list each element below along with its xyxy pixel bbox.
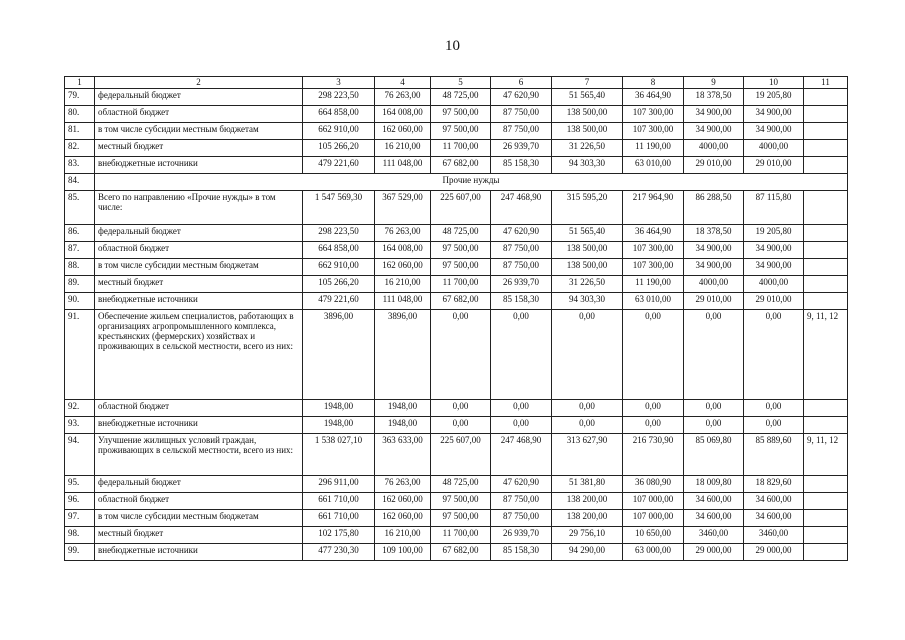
value-cell: 18 378,50	[684, 225, 744, 242]
row-number: 90.	[65, 293, 95, 310]
reference-cell	[804, 157, 848, 174]
reference-cell	[804, 276, 848, 293]
value-cell: 367 529,00	[375, 191, 431, 225]
table-row	[65, 417, 848, 434]
value-cell: 138 200,00	[552, 493, 623, 510]
table-row	[65, 89, 848, 106]
value-cell: 162 060,00	[375, 493, 431, 510]
value-cell: 29 010,00	[684, 293, 744, 310]
value-cell: 31 226,50	[552, 276, 623, 293]
value-cell: 76 263,00	[375, 476, 431, 493]
row-name: областной бюджет	[95, 493, 303, 510]
value-cell: 664 858,00	[303, 106, 375, 123]
value-cell: 4000,00	[744, 140, 804, 157]
value-cell: 26 939,70	[491, 527, 552, 544]
value-cell: 1948,00	[375, 400, 431, 417]
column-header: 6	[491, 77, 552, 89]
table-row	[65, 140, 848, 157]
value-cell: 225 607,00	[431, 191, 491, 225]
value-cell: 479 221,60	[303, 293, 375, 310]
value-cell: 51 565,40	[552, 225, 623, 242]
value-cell: 34 900,00	[684, 242, 744, 259]
table-row	[65, 191, 848, 225]
value-cell: 10 650,00	[623, 527, 684, 544]
table-row	[65, 544, 848, 561]
value-cell: 11 190,00	[623, 276, 684, 293]
value-cell: 63 010,00	[623, 157, 684, 174]
value-cell: 1 547 569,30	[303, 191, 375, 225]
value-cell: 76 263,00	[375, 89, 431, 106]
value-cell: 4000,00	[684, 276, 744, 293]
value-cell: 67 682,00	[431, 293, 491, 310]
value-cell: 107 300,00	[623, 123, 684, 140]
value-cell: 477 230,30	[303, 544, 375, 561]
value-cell: 217 964,90	[623, 191, 684, 225]
value-cell: 87 750,00	[491, 123, 552, 140]
value-cell: 1 538 027,10	[303, 434, 375, 476]
value-cell: 16 210,00	[375, 276, 431, 293]
value-cell: 0,00	[552, 417, 623, 434]
table-row	[65, 225, 848, 242]
value-cell: 19 205,80	[744, 89, 804, 106]
row-name: в том числе субсидии местным бюджетам	[95, 123, 303, 140]
table-row	[65, 242, 848, 259]
reference-cell	[804, 293, 848, 310]
column-header: 5	[431, 77, 491, 89]
value-cell: 48 725,00	[431, 476, 491, 493]
value-cell: 47 620,90	[491, 476, 552, 493]
value-cell: 51 381,80	[552, 476, 623, 493]
row-number: 86.	[65, 225, 95, 242]
value-cell: 247 468,90	[491, 434, 552, 476]
value-cell: 18 009,80	[684, 476, 744, 493]
row-number: 92.	[65, 400, 95, 417]
value-cell: 11 700,00	[431, 276, 491, 293]
header-row	[65, 77, 848, 89]
row-name: в том числе субсидии местным бюджетам	[95, 510, 303, 527]
value-cell: 107 300,00	[623, 259, 684, 276]
value-cell: 664 858,00	[303, 242, 375, 259]
value-cell: 0,00	[491, 310, 552, 400]
budget-table	[64, 76, 848, 561]
value-cell: 0,00	[623, 400, 684, 417]
table-row	[65, 276, 848, 293]
value-cell: 164 008,00	[375, 242, 431, 259]
value-cell: 298 223,50	[303, 225, 375, 242]
value-cell: 479 221,60	[303, 157, 375, 174]
row-name: внебюджетные источники	[95, 293, 303, 310]
value-cell: 111 048,00	[375, 157, 431, 174]
value-cell: 87 750,00	[491, 493, 552, 510]
value-cell: 26 939,70	[491, 140, 552, 157]
value-cell: 162 060,00	[375, 259, 431, 276]
value-cell: 4000,00	[684, 140, 744, 157]
value-cell: 105 266,20	[303, 276, 375, 293]
column-header: 7	[552, 77, 623, 89]
value-cell: 0,00	[684, 417, 744, 434]
value-cell: 11 190,00	[623, 140, 684, 157]
table-row	[65, 293, 848, 310]
reference-cell	[804, 106, 848, 123]
value-cell: 29 010,00	[744, 157, 804, 174]
row-number: 87.	[65, 242, 95, 259]
value-cell: 138 500,00	[552, 242, 623, 259]
value-cell: 0,00	[623, 310, 684, 400]
row-number: 79.	[65, 89, 95, 106]
section-title: Прочие нужды	[95, 174, 848, 191]
value-cell: 16 210,00	[375, 527, 431, 544]
reference-cell	[804, 123, 848, 140]
value-cell: 94 303,30	[552, 293, 623, 310]
row-name: местный бюджет	[95, 276, 303, 293]
table-row	[65, 123, 848, 140]
value-cell: 225 607,00	[431, 434, 491, 476]
value-cell: 29 000,00	[744, 544, 804, 561]
value-cell: 216 730,90	[623, 434, 684, 476]
value-cell: 247 468,90	[491, 191, 552, 225]
table-row	[65, 493, 848, 510]
row-name: федеральный бюджет	[95, 89, 303, 106]
reference-cell: 9, 11, 12	[804, 434, 848, 476]
reference-cell	[804, 527, 848, 544]
value-cell: 162 060,00	[375, 510, 431, 527]
row-name: областной бюджет	[95, 400, 303, 417]
value-cell: 3460,00	[744, 527, 804, 544]
table-row	[65, 527, 848, 544]
value-cell: 97 500,00	[431, 242, 491, 259]
row-number: 94.	[65, 434, 95, 476]
value-cell: 298 223,50	[303, 89, 375, 106]
value-cell: 18 829,60	[744, 476, 804, 493]
value-cell: 34 900,00	[684, 259, 744, 276]
row-number: 96.	[65, 493, 95, 510]
value-cell: 34 900,00	[744, 259, 804, 276]
row-name: в том числе субсидии местным бюджетам	[95, 259, 303, 276]
value-cell: 16 210,00	[375, 140, 431, 157]
value-cell: 105 266,20	[303, 140, 375, 157]
value-cell: 315 595,20	[552, 191, 623, 225]
value-cell: 0,00	[684, 310, 744, 400]
value-cell: 97 500,00	[431, 493, 491, 510]
reference-cell	[804, 544, 848, 561]
value-cell: 662 910,00	[303, 123, 375, 140]
value-cell: 0,00	[744, 400, 804, 417]
value-cell: 34 900,00	[744, 106, 804, 123]
table-row	[65, 510, 848, 527]
value-cell: 0,00	[684, 400, 744, 417]
row-name: внебюджетные источники	[95, 544, 303, 561]
value-cell: 138 500,00	[552, 259, 623, 276]
table-row	[65, 259, 848, 276]
value-cell: 87 750,00	[491, 106, 552, 123]
reference-cell	[804, 417, 848, 434]
table-row	[65, 106, 848, 123]
reference-cell	[804, 140, 848, 157]
value-cell: 11 700,00	[431, 527, 491, 544]
value-cell: 662 910,00	[303, 259, 375, 276]
row-name: областной бюджет	[95, 242, 303, 259]
table-row	[65, 400, 848, 417]
reference-cell	[804, 400, 848, 417]
row-name: федеральный бюджет	[95, 225, 303, 242]
value-cell: 26 939,70	[491, 276, 552, 293]
value-cell: 34 900,00	[684, 123, 744, 140]
row-number: 83.	[65, 157, 95, 174]
value-cell: 162 060,00	[375, 123, 431, 140]
value-cell: 87 750,00	[491, 510, 552, 527]
column-header: 1	[65, 77, 95, 89]
value-cell: 36 464,90	[623, 89, 684, 106]
row-number: 89.	[65, 276, 95, 293]
table-row	[65, 434, 848, 476]
value-cell: 85 158,30	[491, 544, 552, 561]
column-header: 8	[623, 77, 684, 89]
reference-cell	[804, 191, 848, 225]
row-name: местный бюджет	[95, 140, 303, 157]
value-cell: 107 300,00	[623, 106, 684, 123]
value-cell: 1948,00	[375, 417, 431, 434]
value-cell: 109 100,00	[375, 544, 431, 561]
row-number: 88.	[65, 259, 95, 276]
reference-cell	[804, 510, 848, 527]
value-cell: 661 710,00	[303, 493, 375, 510]
value-cell: 63 000,00	[623, 544, 684, 561]
value-cell: 0,00	[491, 400, 552, 417]
row-number: 80.	[65, 106, 95, 123]
reference-cell	[804, 242, 848, 259]
row-name: Всего по направлению «Прочие нужды» в том числе:	[95, 191, 303, 225]
value-cell: 47 620,90	[491, 89, 552, 106]
value-cell: 0,00	[491, 417, 552, 434]
value-cell: 97 500,00	[431, 123, 491, 140]
value-cell: 107 000,00	[623, 493, 684, 510]
value-cell: 86 288,50	[684, 191, 744, 225]
value-cell: 0,00	[552, 310, 623, 400]
value-cell: 94 290,00	[552, 544, 623, 561]
row-number: 95.	[65, 476, 95, 493]
value-cell: 67 682,00	[431, 157, 491, 174]
value-cell: 0,00	[744, 417, 804, 434]
value-cell: 97 500,00	[431, 106, 491, 123]
value-cell: 31 226,50	[552, 140, 623, 157]
table-row	[65, 310, 848, 400]
value-cell: 296 911,00	[303, 476, 375, 493]
row-name: внебюджетные источники	[95, 157, 303, 174]
value-cell: 36 080,90	[623, 476, 684, 493]
column-header: 11	[804, 77, 848, 89]
value-cell: 661 710,00	[303, 510, 375, 527]
value-cell: 87 115,80	[744, 191, 804, 225]
value-cell: 102 175,80	[303, 527, 375, 544]
value-cell: 48 725,00	[431, 225, 491, 242]
value-cell: 63 010,00	[623, 293, 684, 310]
value-cell: 97 500,00	[431, 510, 491, 527]
value-cell: 85 158,30	[491, 157, 552, 174]
value-cell: 138 500,00	[552, 106, 623, 123]
row-name: Улучшение жилищных условий граждан, проживающих в сельской местности, всего из них:	[95, 434, 303, 476]
value-cell: 29 010,00	[744, 293, 804, 310]
value-cell: 0,00	[431, 417, 491, 434]
reference-cell	[804, 476, 848, 493]
row-name: областной бюджет	[95, 106, 303, 123]
row-number: 81.	[65, 123, 95, 140]
value-cell: 0,00	[623, 417, 684, 434]
row-name: Обеспечение жильем специалистов, работающих в организациях агропромышленного комплекса, крестьянских (фермерских) хозяйствах и проживающих в сельской местности, всего из них:	[95, 310, 303, 400]
value-cell: 36 464,90	[623, 225, 684, 242]
reference-cell	[804, 493, 848, 510]
reference-cell	[804, 259, 848, 276]
value-cell: 97 500,00	[431, 259, 491, 276]
value-cell: 0,00	[744, 310, 804, 400]
table-row	[65, 157, 848, 174]
value-cell: 29 010,00	[684, 157, 744, 174]
reference-cell	[804, 89, 848, 106]
value-cell: 164 008,00	[375, 106, 431, 123]
value-cell: 3896,00	[303, 310, 375, 400]
value-cell: 138 200,00	[552, 510, 623, 527]
reference-cell	[804, 225, 848, 242]
value-cell: 3896,00	[375, 310, 431, 400]
value-cell: 85 889,60	[744, 434, 804, 476]
value-cell: 48 725,00	[431, 89, 491, 106]
value-cell: 85 158,30	[491, 293, 552, 310]
value-cell: 34 900,00	[744, 242, 804, 259]
value-cell: 111 048,00	[375, 293, 431, 310]
row-number: 82.	[65, 140, 95, 157]
value-cell: 363 633,00	[375, 434, 431, 476]
column-header: 10	[744, 77, 804, 89]
column-header: 4	[375, 77, 431, 89]
value-cell: 85 069,80	[684, 434, 744, 476]
value-cell: 107 000,00	[623, 510, 684, 527]
value-cell: 107 300,00	[623, 242, 684, 259]
value-cell: 138 500,00	[552, 123, 623, 140]
value-cell: 34 600,00	[684, 493, 744, 510]
column-header: 9	[684, 77, 744, 89]
reference-cell: 9, 11, 12	[804, 310, 848, 400]
value-cell: 34 900,00	[744, 123, 804, 140]
value-cell: 47 620,90	[491, 225, 552, 242]
value-cell: 67 682,00	[431, 544, 491, 561]
value-cell: 1948,00	[303, 400, 375, 417]
page-number: 10	[445, 38, 460, 54]
value-cell: 1948,00	[303, 417, 375, 434]
value-cell: 313 627,90	[552, 434, 623, 476]
value-cell: 51 565,40	[552, 89, 623, 106]
value-cell: 87 750,00	[491, 259, 552, 276]
row-number: 99.	[65, 544, 95, 561]
row-number: 93.	[65, 417, 95, 434]
value-cell: 11 700,00	[431, 140, 491, 157]
value-cell: 34 600,00	[684, 510, 744, 527]
value-cell: 0,00	[431, 400, 491, 417]
table-row	[65, 476, 848, 493]
value-cell: 4000,00	[744, 276, 804, 293]
value-cell: 29 000,00	[684, 544, 744, 561]
row-name: федеральный бюджет	[95, 476, 303, 493]
value-cell: 19 205,80	[744, 225, 804, 242]
value-cell: 3460,00	[684, 527, 744, 544]
value-cell: 94 303,30	[552, 157, 623, 174]
value-cell: 34 600,00	[744, 493, 804, 510]
value-cell: 29 756,10	[552, 527, 623, 544]
value-cell: 0,00	[552, 400, 623, 417]
value-cell: 34 900,00	[684, 106, 744, 123]
row-number: 85.	[65, 191, 95, 225]
column-header: 3	[303, 77, 375, 89]
value-cell: 0,00	[431, 310, 491, 400]
row-number: 84.	[65, 174, 95, 191]
row-name: местный бюджет	[95, 527, 303, 544]
section-row	[65, 174, 848, 191]
value-cell: 76 263,00	[375, 225, 431, 242]
value-cell: 18 378,50	[684, 89, 744, 106]
row-number: 91.	[65, 310, 95, 400]
row-number: 97.	[65, 510, 95, 527]
value-cell: 87 750,00	[491, 242, 552, 259]
row-number: 98.	[65, 527, 95, 544]
value-cell: 34 600,00	[744, 510, 804, 527]
row-name: внебюджетные источники	[95, 417, 303, 434]
column-header: 2	[95, 77, 303, 89]
